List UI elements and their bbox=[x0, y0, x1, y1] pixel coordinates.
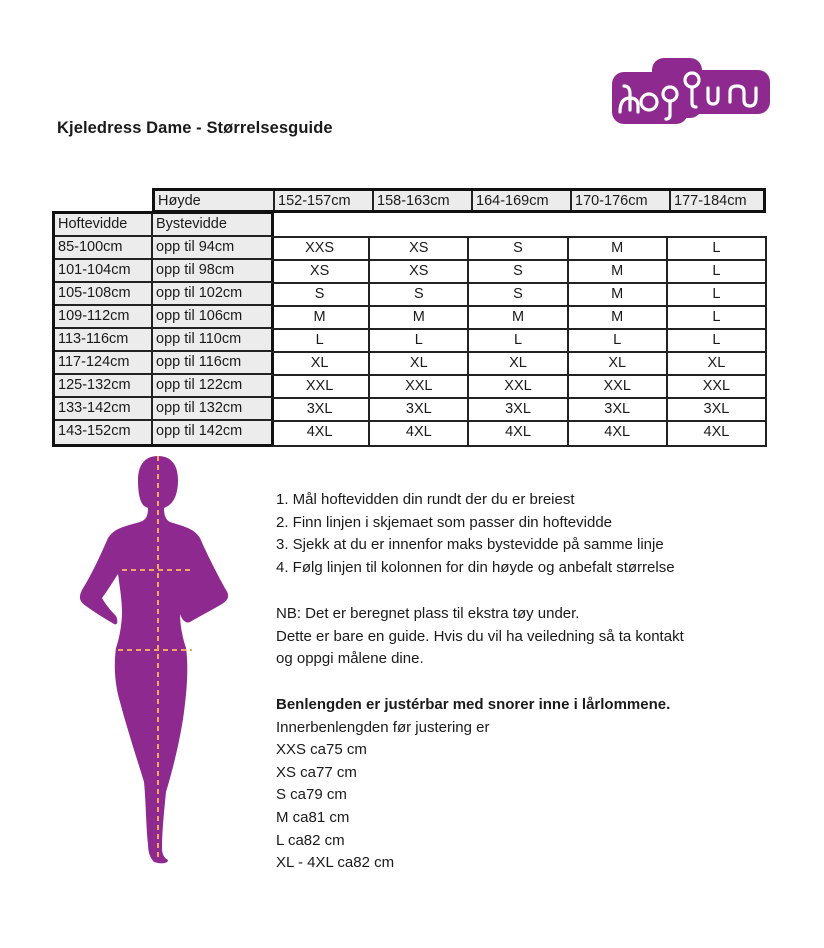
bust-value: opp til 106cm bbox=[156, 308, 243, 324]
leg-length-item: M ca81 cm bbox=[276, 808, 350, 826]
size-cell: M bbox=[469, 307, 568, 328]
hip-value: 133-142cm bbox=[55, 398, 153, 419]
bust-value: opp til 116cm bbox=[156, 354, 242, 370]
note-2: Dette er bare en guide. Hvis du vil ha veiledning så ta kontakt bbox=[276, 627, 684, 645]
notes bbox=[276, 603, 684, 671]
table-row bbox=[55, 421, 271, 444]
height-header-row bbox=[152, 188, 766, 213]
bust-value: opp til 94cm bbox=[156, 239, 235, 255]
size-cell: 3XL bbox=[370, 399, 469, 420]
height-col-1: 152-157cm bbox=[275, 191, 374, 210]
table-row bbox=[55, 237, 271, 260]
size-cell: 4XL bbox=[469, 422, 568, 445]
size-row bbox=[271, 399, 765, 422]
size-cell: XL bbox=[707, 355, 726, 371]
leg-length-item: L ca82 cm bbox=[276, 831, 345, 849]
hoppin-logo bbox=[612, 58, 770, 126]
size-cell: XXL bbox=[702, 378, 731, 394]
table-row bbox=[55, 398, 271, 421]
bust-header: Bystevidde bbox=[156, 216, 227, 232]
page-title: Kjeledress Dame - Størrelsesguide bbox=[57, 119, 333, 137]
size-cell: L bbox=[712, 240, 721, 256]
leg-length-heading: Benlengden er justérbar med snorer inne i lårlommene. bbox=[276, 696, 671, 713]
note-1: NB: Det er beregnet plass til ekstra tøy under. bbox=[276, 605, 580, 622]
hip-value: 113-116cm bbox=[55, 329, 153, 350]
size-cell: M bbox=[569, 284, 668, 305]
table-row bbox=[55, 329, 271, 352]
size-cell: XXL bbox=[271, 376, 370, 397]
hip-value: 143-152cm bbox=[55, 421, 153, 444]
table-row bbox=[55, 260, 271, 283]
hip-value: 105-108cm bbox=[55, 283, 153, 304]
size-cell: XS bbox=[370, 261, 469, 282]
hip-header: Hoftevidde bbox=[55, 214, 153, 235]
bust-value: opp til 98cm bbox=[156, 262, 235, 278]
table-row bbox=[55, 306, 271, 329]
size-cell: 4XL bbox=[271, 422, 370, 445]
size-cell: L bbox=[712, 286, 721, 302]
size-cell: XL bbox=[569, 353, 668, 374]
step-1: 1. Mål hoftevidden din rundt der du er breiest bbox=[276, 491, 575, 508]
hip-value: 85-100cm bbox=[55, 237, 153, 258]
header-row bbox=[55, 214, 271, 237]
size-cell: 4XL bbox=[370, 422, 469, 445]
size-cell: 3XL bbox=[703, 401, 730, 417]
size-cell: 3XL bbox=[469, 399, 568, 420]
table-row bbox=[55, 283, 271, 306]
size-cell: M bbox=[569, 238, 668, 259]
size-cell: XXL bbox=[370, 376, 469, 397]
leg-length-info bbox=[276, 694, 670, 875]
leg-length-item: XXS ca75 cm bbox=[276, 741, 367, 759]
size-row bbox=[271, 353, 765, 376]
measuring-steps bbox=[276, 489, 675, 579]
size-cell: 4XL bbox=[569, 422, 668, 445]
size-cell: XS bbox=[370, 238, 469, 259]
size-cell: S bbox=[370, 284, 469, 305]
size-row bbox=[271, 284, 765, 307]
size-grid bbox=[271, 236, 767, 447]
step-4: 4. Følg linjen til kolonnen for din høyde og anbefalt størrelse bbox=[276, 558, 675, 576]
size-cell: XS bbox=[271, 261, 370, 282]
height-col-2: 158-163cm bbox=[374, 191, 473, 210]
bust-value: opp til 132cm bbox=[156, 400, 243, 416]
leg-length-item: XS ca77 cm bbox=[276, 763, 357, 781]
leg-length-item: S ca79 cm bbox=[276, 786, 347, 804]
size-cell: M bbox=[370, 307, 469, 328]
size-cell: 4XL bbox=[703, 424, 730, 440]
size-cell: M bbox=[569, 307, 668, 328]
size-row bbox=[271, 261, 765, 284]
step-3: 3. Sjekk at du er innenfor maks bystevidde på samme linje bbox=[276, 536, 664, 554]
leg-length-intro: Innerbenlengden før justering er bbox=[276, 718, 490, 736]
size-cell: S bbox=[469, 261, 568, 282]
leg-length-item: XL - 4XL ca82 cm bbox=[276, 854, 395, 872]
note-3: og oppgi målene dine. bbox=[276, 650, 424, 668]
size-cell: L bbox=[271, 330, 370, 351]
bust-value: opp til 122cm bbox=[156, 377, 243, 393]
size-cell: L bbox=[712, 263, 721, 279]
size-row bbox=[271, 238, 765, 261]
table-row bbox=[55, 375, 271, 398]
logo-icon bbox=[612, 58, 770, 126]
measurement-columns bbox=[52, 211, 274, 447]
bust-value: opp til 102cm bbox=[156, 285, 243, 301]
size-cell: M bbox=[569, 261, 668, 282]
bust-value: opp til 110cm bbox=[156, 331, 242, 347]
hip-value: 109-112cm bbox=[55, 306, 153, 327]
size-cell: S bbox=[469, 284, 568, 305]
size-cell: XXL bbox=[469, 376, 568, 397]
size-row bbox=[271, 330, 765, 353]
size-cell: L bbox=[469, 330, 568, 351]
size-row bbox=[271, 307, 765, 330]
height-col-4: 170-176cm bbox=[572, 191, 671, 210]
size-row bbox=[271, 422, 765, 445]
size-cell: S bbox=[271, 284, 370, 305]
hip-value: 117-124cm bbox=[55, 352, 153, 373]
size-cell: M bbox=[271, 307, 370, 328]
step-2: 2. Finn linjen i skjemaet som passer din hoftevidde bbox=[276, 513, 613, 531]
body-measurement-figure bbox=[68, 452, 248, 870]
size-row bbox=[271, 376, 765, 399]
size-cell: XL bbox=[469, 353, 568, 374]
height-col-3: 164-169cm bbox=[473, 191, 572, 210]
size-cell: L bbox=[712, 309, 721, 325]
size-cell: XXS bbox=[271, 238, 370, 259]
size-cell: L bbox=[712, 332, 721, 348]
size-cell: XL bbox=[271, 353, 370, 374]
size-cell: XL bbox=[370, 353, 469, 374]
size-cell: L bbox=[569, 330, 668, 351]
female-silhouette-icon bbox=[68, 452, 248, 870]
height-label: Høyde bbox=[155, 191, 275, 210]
size-cell: XXL bbox=[569, 376, 668, 397]
size-cell: 3XL bbox=[569, 399, 668, 420]
height-col-5: 177-184cm bbox=[674, 193, 747, 209]
size-cell: L bbox=[370, 330, 469, 351]
size-cell: S bbox=[469, 238, 568, 259]
bust-value: opp til 142cm bbox=[156, 423, 243, 439]
table-row bbox=[55, 352, 271, 375]
hip-value: 101-104cm bbox=[55, 260, 153, 281]
hip-value: 125-132cm bbox=[55, 375, 153, 396]
size-cell: 3XL bbox=[271, 399, 370, 420]
